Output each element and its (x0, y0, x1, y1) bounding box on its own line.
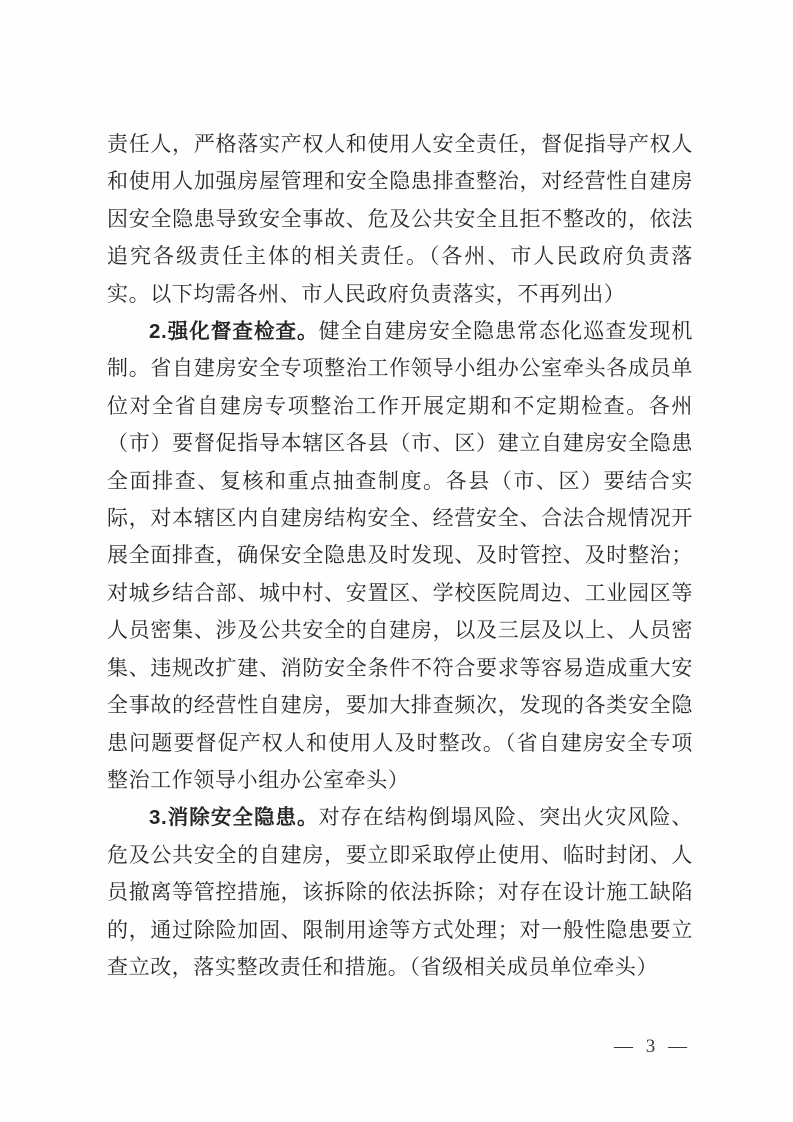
paragraph-continuation (107, 126, 693, 313)
paragraph-text: 对存在结构倒塌风险、突出火灾风险、危及公共安全的自建房，要立即采取停止使用、临时封闭、人员撤离等管控措施，该拆除的依法拆除；对存在设计施工缺陷的，通过除险加固、限制用途等方式处理；对一般性隐患要立查立改，落实整改责任和措施。（省级相关成员单位牵头） (107, 805, 694, 979)
paragraph-text: 责任人，严格落实产权人和使用人安全责任，督促指导产权人和使用人加强房屋管理和安全隐患排查整治，对经营性自建房因安全隐患导致安全事故、危及公共安全且拒不整改的，依法追究各级责任主体的相关责任。（各州、市人民政府负责落实。以下均需各州、市人民政府负责落实，不再列出） (107, 132, 693, 306)
section-2-heading: 2.强化督查检查。 (149, 320, 319, 344)
section-3-heading: 3.消除安全隐患。 (149, 806, 319, 830)
paragraph-text: 健全自建房安全隐患常态化巡查发现机制。省自建房安全专项整治工作领导小组办公室牵头各成员单位对全省自建房专项整治工作开展定期和不定期检查。各州（市）要督促指导本辖区各县（市、区）建立自建房安全隐患全面排查、复核和重点抽查制度。各县（市、区）要结合实际，对本辖区内自建房结构安全、经营安全、合法合规情况开展全面排查，确保安全隐患及时发现、及时管控、及时整治；对城乡结合部、城中村、安置区、学校医院周边、工业园区等人员密集、涉及公共安全的自建房，以及三层及以上、人员密集、违规改扩建、消防安全条件不符合要求等容易造成重大安全事故的经营性自建房，要加大排查频次，发现的各类安全隐患问题要督促产权人和使用人及时整改。（省自建房安全专项整治工作领导小组办公室牵头） (107, 319, 694, 792)
page-number: — 3 — (614, 1036, 691, 1057)
body-text-block (107, 126, 693, 986)
paragraph-section-3 (107, 799, 693, 986)
paragraph-section-2 (107, 313, 693, 799)
